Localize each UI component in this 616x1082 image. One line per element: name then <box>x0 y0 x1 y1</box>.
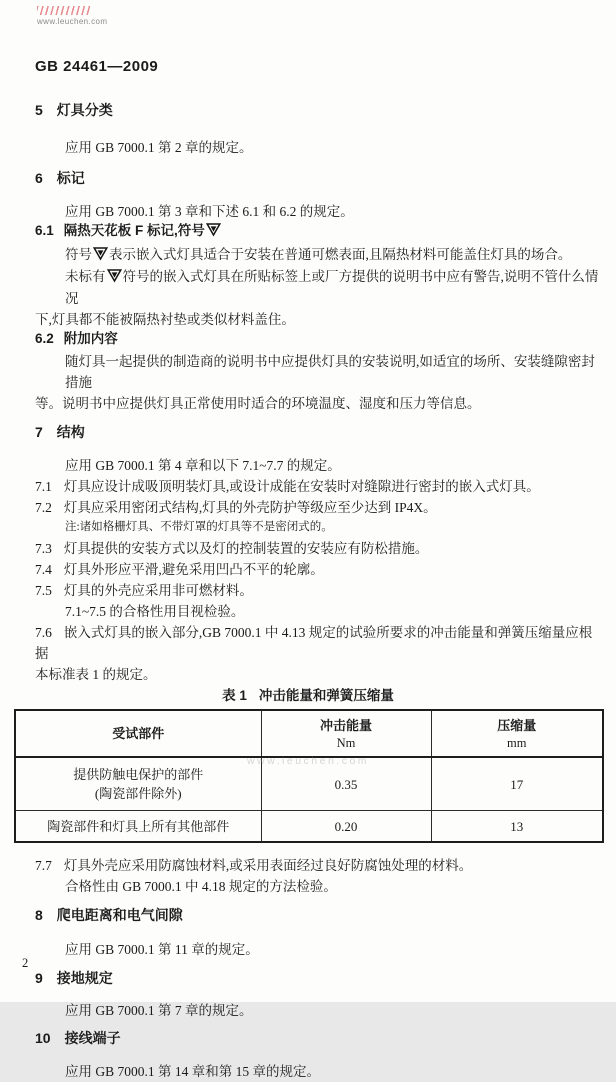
section-6-1-heading <box>35 222 602 241</box>
section-title: 标记 <box>56 170 85 186</box>
clause-7-4 <box>35 559 602 580</box>
paragraph: 应用 GB 7000.1 第 2 章的规定。 <box>65 140 253 155</box>
paragraph: 应用 GB 7000.1 第 11 章的规定。 <box>65 942 259 957</box>
paragraph <box>65 244 602 266</box>
text: 受试部件 <box>112 725 165 741</box>
clause-7-2 <box>35 497 602 518</box>
site-url: www.leuchen.com <box>37 17 108 26</box>
col-header-compression <box>431 710 603 757</box>
clause-number: 7.4 <box>35 562 52 577</box>
clause-number: 7.2 <box>35 500 52 515</box>
section-title: 隔热天花板 F 标记,符号 <box>63 223 205 238</box>
section-title: 结构 <box>56 424 85 440</box>
clause-7-5 <box>35 580 602 601</box>
table-row <box>15 811 603 843</box>
table-header-row <box>15 710 603 757</box>
paragraph: 本标准表 1 的规定。 <box>35 667 157 682</box>
text: 灯具外壳应采用防腐蚀材料,或采用表面经过良好防腐蚀处理的材料。 <box>63 858 473 873</box>
text: 未标有 <box>65 269 106 284</box>
col-header-impact-energy <box>261 710 431 757</box>
section-title: 接线端子 <box>64 1030 121 1046</box>
text: 表示嵌入式灯具适合于安装在普通可燃表面,且隔热材料可能盖住灯具的场合。 <box>109 247 572 262</box>
clause-number: 7.3 <box>35 541 52 556</box>
cell-compression: 13 <box>431 811 603 843</box>
clause-7-6 <box>35 622 602 664</box>
section-7-heading <box>35 423 602 441</box>
text: 灯具应设计成吸顶明装灯具,或设计成能在安装时对缝隙进行密封的嵌入式灯具。 <box>63 479 540 494</box>
text: 符号 <box>65 247 92 262</box>
unit: Nm <box>336 735 356 750</box>
section-number: 8 <box>35 907 43 923</box>
section-title: 接地规定 <box>56 970 113 986</box>
cell-part: 陶瓷部件和灯具上所有其他部件 <box>15 811 261 843</box>
section-number: 6 <box>35 170 43 186</box>
section-6-2-heading <box>35 330 602 348</box>
section-title: 爬电距离和电气间隙 <box>56 907 183 923</box>
clause-number: 7.6 <box>35 625 52 640</box>
text: 符号的嵌入式灯具在所贴标签上或厂方提供的说明书中应有警告,说明不管什么情况 <box>65 269 599 306</box>
paragraph <box>65 266 602 309</box>
table-caption-label: 表 1 <box>222 688 247 703</box>
f-mark-triangle-icon <box>107 267 122 288</box>
paragraph: 7.1~7.5 的合格性用目视检验。 <box>65 604 245 619</box>
text: 灯具外形应平滑,避免采用凹凸不平的轮廓。 <box>63 562 324 577</box>
cell-part <box>15 757 261 811</box>
text: 灯具应采用密闭式结构,灯具的外壳防护等级应至少达到 IP4X。 <box>63 500 437 515</box>
text: 嵌入式灯具的嵌入部分,GB 7000.1 中 4.13 规定的试验所要求的冲击能量和弹簧压缩量应根据 <box>35 625 593 661</box>
f-mark-triangle-icon <box>93 245 108 266</box>
table-1 <box>14 709 604 843</box>
text: 灯具提供的安装方式以及灯的控制装置的安装应有防松措施。 <box>63 541 429 556</box>
text: 提供防触电保护的部件 <box>73 767 204 782</box>
col-header-part <box>15 710 261 757</box>
clause-7-7 <box>35 855 602 876</box>
paragraph: 应用 GB 7000.1 第 7 章的规定。 <box>65 1003 253 1018</box>
doc-number: GB 24461—2009 <box>35 58 159 75</box>
table-caption-title: 冲击能量和弹簧压缩量 <box>258 688 394 703</box>
cell-compression: 17 <box>431 757 603 811</box>
clause-number: 7.1 <box>35 479 52 494</box>
note: 注:诸如格栅灯具、不带灯罩的灯具等不是密闭式的。 <box>65 521 333 533</box>
paragraph: 下,灯具都不能被隔热衬垫或类似材料盖住。 <box>35 312 295 327</box>
paragraph: 应用 GB 7000.1 第 3 章和下述 6.1 和 6.2 的规定。 <box>65 204 354 219</box>
section-number: 5 <box>35 102 43 118</box>
table-row <box>15 757 603 811</box>
section-number: 6.2 <box>35 331 54 346</box>
paragraph: 应用 GB 7000.1 第 4 章和以下 7.1~7.7 的规定。 <box>65 458 341 473</box>
clause-7-1 <box>35 476 602 497</box>
section-number: 7 <box>35 424 43 440</box>
table-1-caption <box>14 687 602 705</box>
f-mark-triangle-icon <box>206 223 221 241</box>
cell-energy: 0.20 <box>261 811 431 843</box>
text: 灯具的外壳应采用非可燃材料。 <box>63 583 253 598</box>
page-number: 2 <box>22 956 29 970</box>
clause-7-3 <box>35 538 602 559</box>
clause-number: 7.5 <box>35 583 52 598</box>
section-9-heading <box>35 969 602 987</box>
section-10-heading <box>35 1029 602 1047</box>
section-number: 10 <box>35 1030 51 1046</box>
paragraph: 等。说明书中应提供灯具正常使用时适合的环境温度、湿度和压力等信息。 <box>35 396 481 411</box>
text: (陶瓷部件除外) <box>94 786 182 801</box>
text: 压缩量 <box>497 717 537 733</box>
cell-energy: 0.35 <box>261 757 431 811</box>
text: 冲击能量 <box>319 717 372 733</box>
unit: mm <box>507 735 527 750</box>
section-title: 灯具分类 <box>56 102 113 118</box>
section-number: 9 <box>35 970 43 986</box>
paragraph: 随灯具一起提供的制造商的说明书中应提供灯具的安装说明,如适宜的场所、安装缝隙密封措施 <box>65 354 595 390</box>
watermark: www.leuchen.com <box>246 755 370 767</box>
table-1-wrap <box>14 709 602 843</box>
section-6-heading <box>35 169 602 187</box>
section-title: 附加内容 <box>63 331 118 346</box>
paragraph: 应用 GB 7000.1 第 14 章和第 15 章的规定。 <box>65 1064 321 1079</box>
section-number: 6.1 <box>35 223 54 238</box>
clause-number: 7.7 <box>35 858 52 873</box>
section-5-heading <box>35 101 602 119</box>
paragraph: 合格性由 GB 7000.1 中 4.18 规定的方法检验。 <box>65 879 337 894</box>
section-8-heading <box>35 906 602 924</box>
